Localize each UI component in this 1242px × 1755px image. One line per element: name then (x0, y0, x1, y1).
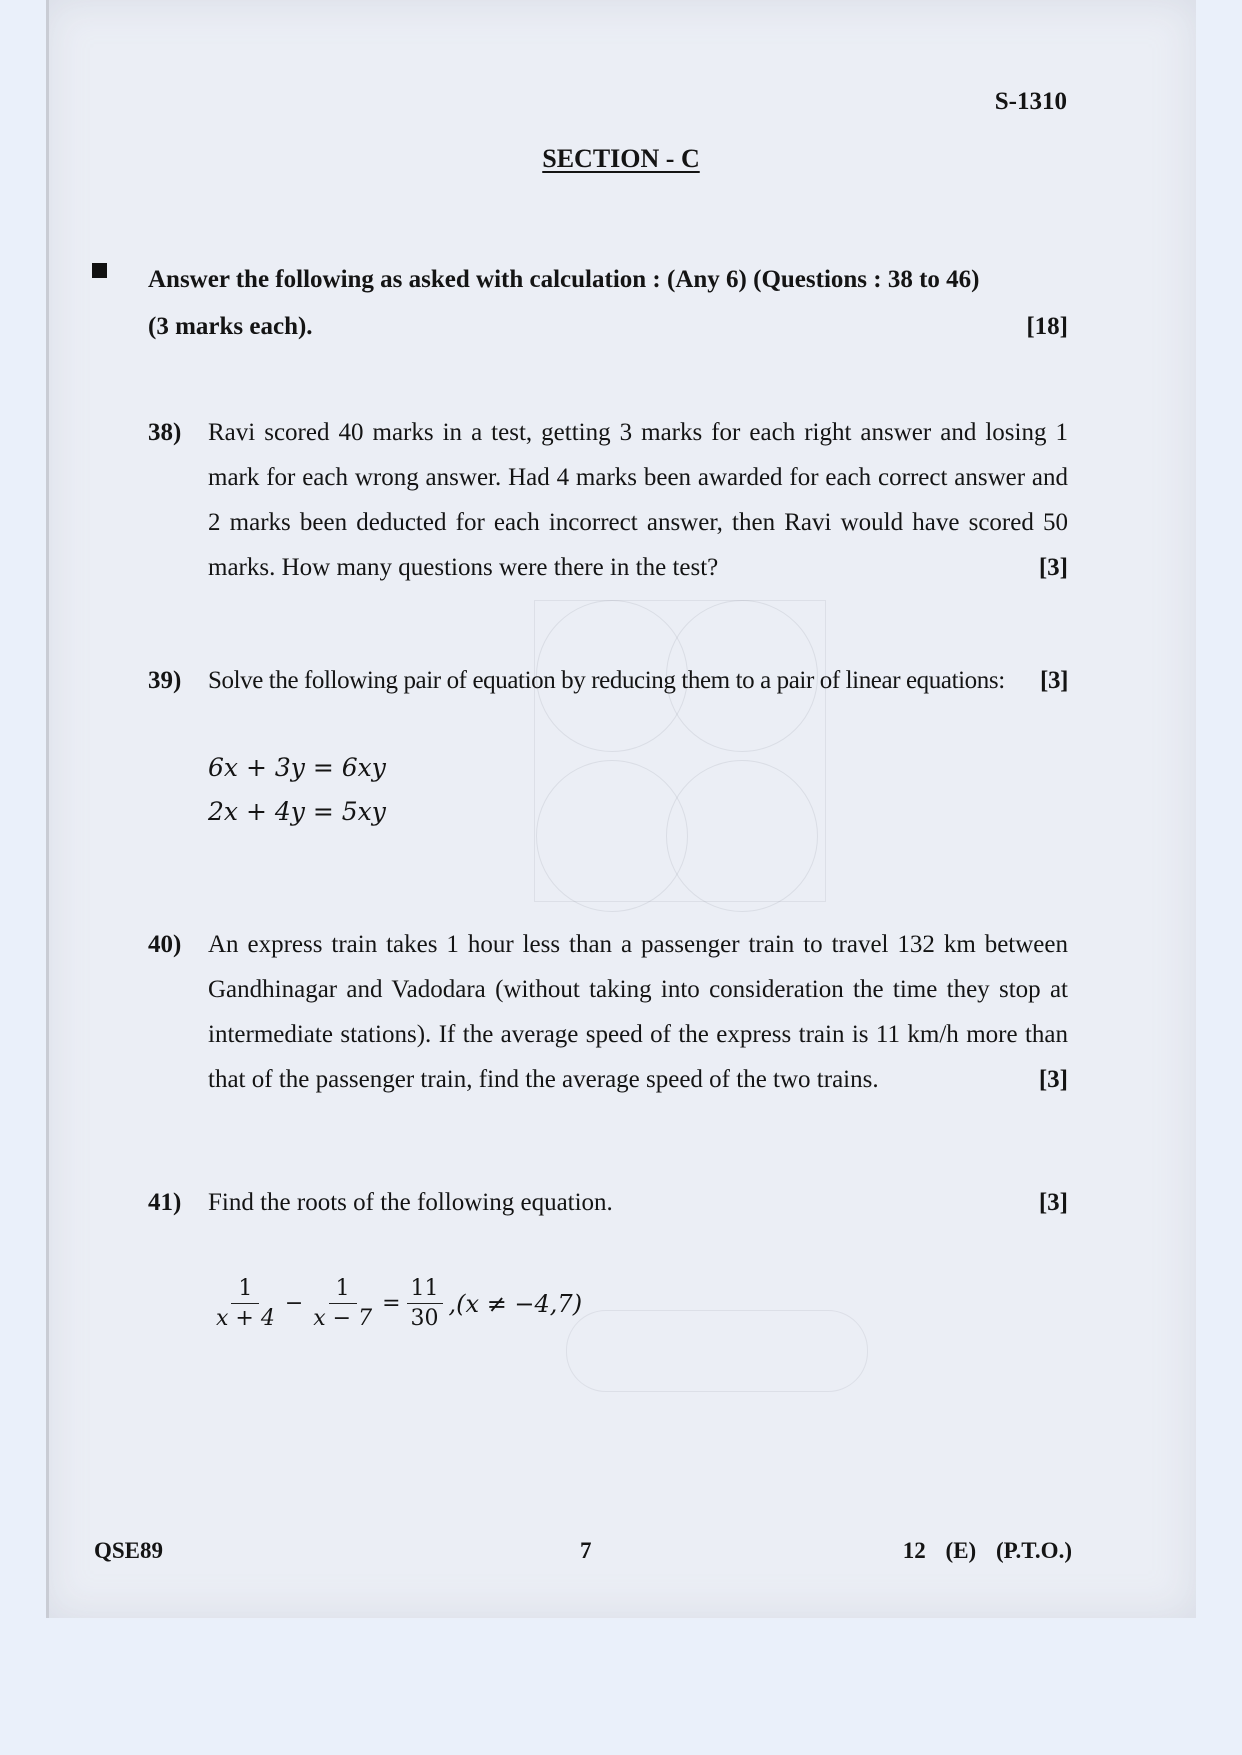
question-text: Ravi scored 40 marks in a test, getting 3 marks for each right answer and losing 1 mark for each wrong answer. Had 4 marks been awarded for each correct answer and 2 marks been deducted for each incorrect answer, then Ravi would have scored 50 marks. How many questions were there in the test? (208, 419, 1068, 581)
question-number: 41) (148, 1189, 182, 1216)
question-marks: [3] (1038, 554, 1068, 581)
section-total-marks: [18] (1026, 313, 1068, 340)
equation-2: 2x + 4y = 5xy (208, 797, 386, 826)
minus-sign: − (284, 1291, 304, 1316)
section-title: SECTION - C (542, 144, 700, 173)
fraction (407, 1276, 443, 1331)
question-38 (148, 410, 1068, 590)
footer-series-code: QSE89 (94, 1538, 164, 1563)
equals-sign: = (382, 1291, 401, 1316)
question-text: Find the roots of the following equation. (208, 1189, 613, 1216)
question-number: 40) (148, 931, 182, 958)
question-marks: [3] (1038, 1066, 1068, 1093)
question-40 (148, 922, 1068, 1102)
instruction-line: Answer the following as asked with calculation : (Any 6) (Questions : 38 to 46) (148, 266, 980, 293)
paper-code: S-1310 (994, 88, 1067, 115)
page-number: 7 (580, 1538, 592, 1563)
bullet-square-icon (92, 263, 107, 278)
footer-pto: 12 (E) (P.T.O.) (902, 1538, 1072, 1563)
instruction-line: (3 marks each). (148, 313, 313, 340)
equation-1: 6x + 3y = 6xy (208, 753, 386, 782)
section-instruction (148, 256, 1068, 350)
numerator: 1 (329, 1276, 357, 1304)
equation-condition: ,(x ≠ −4,7) (448, 1289, 583, 1318)
question-number: 38) (148, 419, 182, 446)
show-through-capsule (566, 1310, 868, 1392)
question-marks: [3] (1040, 667, 1068, 694)
fraction (309, 1276, 376, 1331)
question-39 (148, 658, 1068, 703)
question-41 (148, 1180, 1068, 1225)
denominator: x + 4 (216, 1306, 275, 1331)
numerator: 1 (231, 1276, 259, 1304)
fraction-equation (208, 1276, 582, 1331)
question-text: An express train takes 1 hour less than a passenger train to travel 132 km between Gandhinagar and Vadodara (without taking into consideration the time they stop at intermediate stations). If the average speed of the express train is 11 km/h more than that of the passenger train, find the average speed of the two trains. (208, 931, 1068, 1093)
fraction (212, 1276, 279, 1331)
numerator: 11 (407, 1276, 443, 1304)
denominator: x − 7 (313, 1306, 373, 1331)
denominator: 30 (410, 1306, 439, 1331)
show-through-square (534, 600, 826, 902)
question-number: 39) (148, 667, 182, 694)
paper-edge (46, 0, 49, 1618)
question-text: Solve the following pair of equation by reducing them to a pair of linear equations: (208, 667, 1005, 694)
question-marks: [3] (1038, 1189, 1068, 1216)
